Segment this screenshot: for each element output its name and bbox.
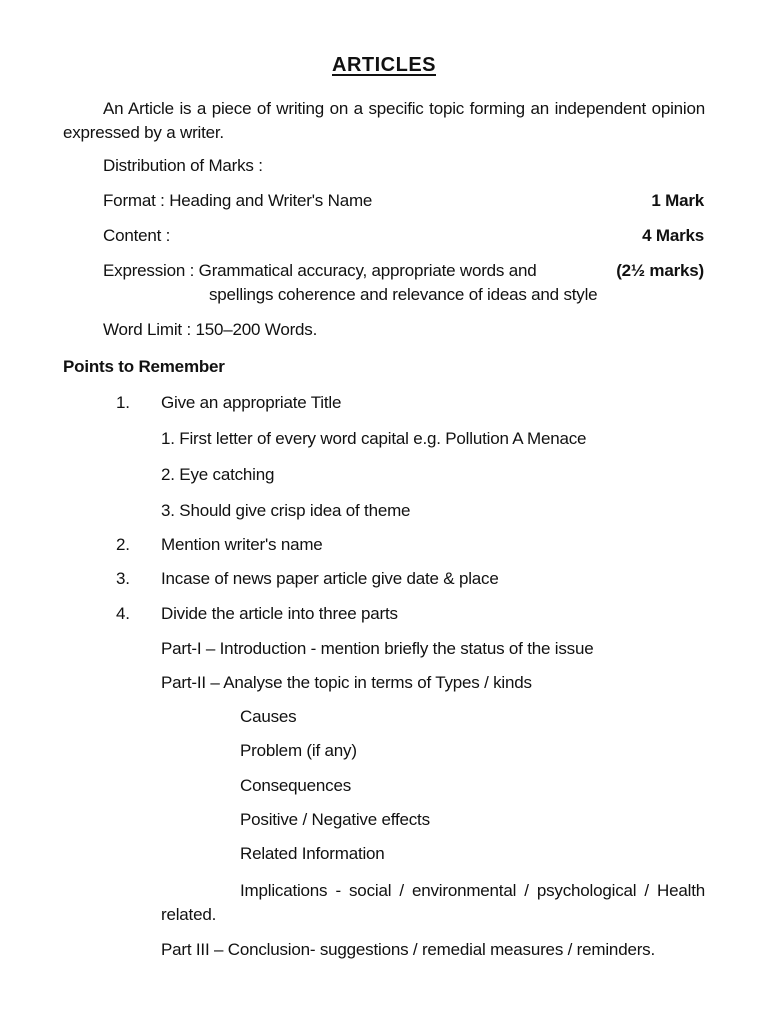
title-subpoint: 1. First letter of every word capital e.g. Pollution A Menace <box>161 429 587 448</box>
expression-marks: (2½ marks) <box>616 261 704 280</box>
page-title: ARTICLES <box>332 54 436 76</box>
part-two-item: Related Information <box>240 844 385 863</box>
marks-heading: Distribution of Marks : <box>103 156 263 175</box>
point-text: Incase of news paper article give date & place <box>161 569 499 588</box>
content-label: Content : <box>103 226 171 245</box>
implications-text: Implications - social / environmental / psychological / Health related. <box>161 881 705 924</box>
word-limit: Word Limit : 150–200 Words. <box>103 320 318 339</box>
part-two-item: Causes <box>240 707 297 726</box>
point-text: Give an appropriate Title <box>161 393 342 412</box>
intro-paragraph: An Article is a piece of writing on a specific topic forming an independent opinion expressed by a writer. <box>63 99 705 142</box>
point-number: 4. <box>116 604 130 623</box>
content-marks: 4 Marks <box>642 226 704 245</box>
part-three: Part III – Conclusion- suggestions / remedial measures / reminders. <box>161 940 655 959</box>
points-heading: Points to Remember <box>63 357 225 376</box>
title-subpoint: 2. Eye catching <box>161 465 275 484</box>
point-number: 3. <box>116 569 130 588</box>
point-text: Mention writer's name <box>161 535 323 554</box>
part-two-item: Positive / Negative effects <box>240 810 430 829</box>
point-number: 1. <box>116 393 130 412</box>
expression-label: Expression : Grammatical accuracy, appropriate words and <box>103 261 537 280</box>
part-two-item: Consequences <box>240 776 352 795</box>
point-text: Divide the article into three parts <box>161 604 398 623</box>
part-two-item: Problem (if any) <box>240 741 357 760</box>
part-two: Part-II – Analyse the topic in terms of Types / kinds <box>161 673 532 692</box>
point-number: 2. <box>116 535 130 554</box>
title-subpoint: 3. Should give crisp idea of theme <box>161 501 411 520</box>
format-label: Format : Heading and Writer's Name <box>103 191 373 210</box>
expression-continuation: spellings coherence and relevance of ideas and style <box>209 285 598 304</box>
part-one: Part-I – Introduction - mention briefly the status of the issue <box>161 639 594 658</box>
format-marks: 1 Mark <box>651 191 704 210</box>
